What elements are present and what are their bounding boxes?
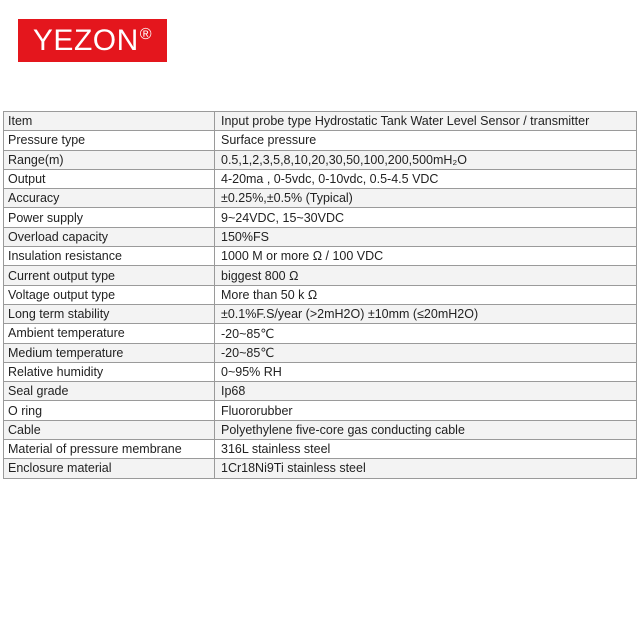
specification-table-body bbox=[4, 112, 637, 479]
spec-value: 1000 M or more Ω / 100 VDC bbox=[215, 247, 637, 266]
spec-key: Current output type bbox=[4, 266, 215, 285]
spec-value: Fluororubber bbox=[215, 401, 637, 420]
spec-key: Accuracy bbox=[4, 189, 215, 208]
spec-value: -20~85℃ bbox=[215, 324, 637, 343]
spec-value: Input probe type Hydrostatic Tank Water Level Sensor / transmitter bbox=[215, 112, 637, 131]
table-row bbox=[4, 401, 637, 420]
spec-value: Polyethylene five-core gas conducting cable bbox=[215, 420, 637, 439]
table-row bbox=[4, 324, 637, 343]
spec-key: Enclosure material bbox=[4, 459, 215, 478]
spec-value: 150%FS bbox=[215, 227, 637, 246]
spec-value: 0~95% RH bbox=[215, 362, 637, 381]
table-row bbox=[4, 227, 637, 246]
spec-key: Range(m) bbox=[4, 150, 215, 169]
table-row bbox=[4, 304, 637, 323]
spec-key: Seal grade bbox=[4, 382, 215, 401]
spec-value: -20~85℃ bbox=[215, 343, 637, 362]
spec-value: ±0.25%,±0.5% (Typical) bbox=[215, 189, 637, 208]
spec-key: Output bbox=[4, 169, 215, 188]
table-row bbox=[4, 420, 637, 439]
spec-value: ±0.1%F.S/year (>2mH2O) ±10mm (≤20mH2O) bbox=[215, 304, 637, 323]
spec-key: Pressure type bbox=[4, 131, 215, 150]
specification-table bbox=[3, 111, 637, 479]
table-row bbox=[4, 440, 637, 459]
spec-key: Medium temperature bbox=[4, 343, 215, 362]
table-row bbox=[4, 150, 637, 169]
table-row bbox=[4, 382, 637, 401]
table-row bbox=[4, 285, 637, 304]
table-row bbox=[4, 459, 637, 478]
table-row bbox=[4, 247, 637, 266]
spec-value: More than 50 k Ω bbox=[215, 285, 637, 304]
logo-text: YEZON® bbox=[32, 23, 153, 57]
table-row bbox=[4, 112, 637, 131]
spec-value: 9~24VDC, 15~30VDC bbox=[215, 208, 637, 227]
spec-value: Ip68 bbox=[215, 382, 637, 401]
spec-key: Relative humidity bbox=[4, 362, 215, 381]
spec-key: Overload capacity bbox=[4, 227, 215, 246]
spec-value: 316L stainless steel bbox=[215, 440, 637, 459]
registered-mark: ® bbox=[139, 25, 153, 43]
spec-key: Voltage output type bbox=[4, 285, 215, 304]
spec-value: biggest 800 Ω bbox=[215, 266, 637, 285]
spec-key: Power supply bbox=[4, 208, 215, 227]
spec-key: Cable bbox=[4, 420, 215, 439]
table-row bbox=[4, 169, 637, 188]
yezon-logo bbox=[18, 19, 167, 62]
spec-key: Long term stability bbox=[4, 304, 215, 323]
table-row bbox=[4, 208, 637, 227]
table-row bbox=[4, 189, 637, 208]
spec-key: Material of pressure membrane bbox=[4, 440, 215, 459]
spec-key: Insulation resistance bbox=[4, 247, 215, 266]
spec-value: 0.5,1,2,3,5,8,10,20,30,50,100,200,500mH₂O bbox=[215, 150, 637, 169]
table-row bbox=[4, 131, 637, 150]
table-row bbox=[4, 266, 637, 285]
spec-value: 4-20ma , 0-5vdc, 0-10vdc, 0.5-4.5 VDC bbox=[215, 169, 637, 188]
spec-key: O ring bbox=[4, 401, 215, 420]
table-row bbox=[4, 362, 637, 381]
spec-key: Ambient temperature bbox=[4, 324, 215, 343]
spec-key: Item bbox=[4, 112, 215, 131]
spec-value: Surface pressure bbox=[215, 131, 637, 150]
table-row bbox=[4, 343, 637, 362]
spec-value: 1Cr18Ni9Ti stainless steel bbox=[215, 459, 637, 478]
